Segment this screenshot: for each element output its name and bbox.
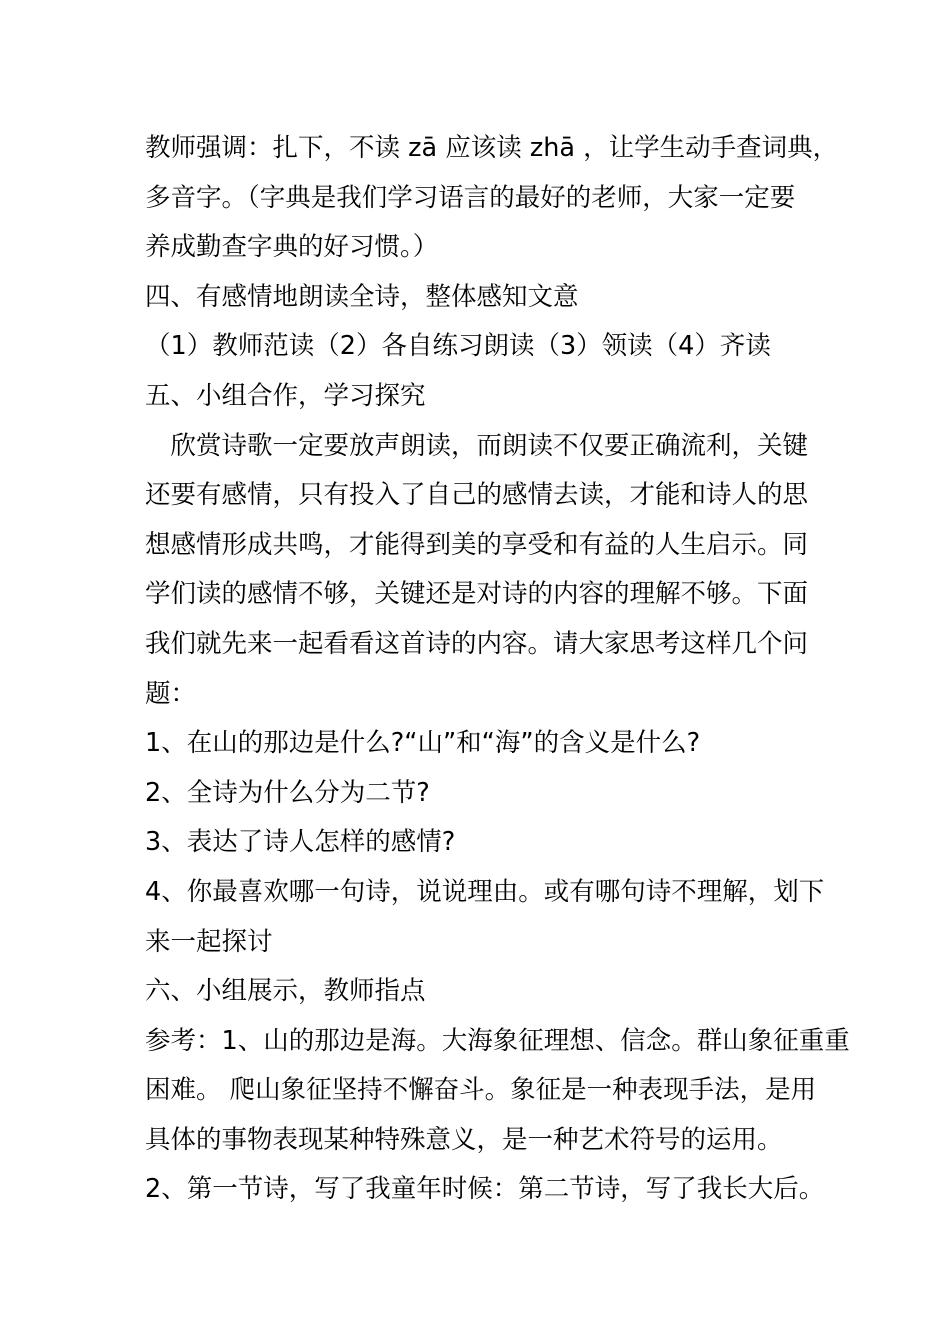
question-4-continued: 来一起探讨 — [145, 926, 273, 957]
question-3: 3、表达了诗人怎样的感情? — [145, 827, 456, 858]
text-line-1: 教师强调：扎下，不读 zā 应该读 zhā ，让学生动手查词典， — [145, 133, 839, 163]
paragraph-line-6: 题： — [145, 678, 197, 709]
question-4: 4、你最喜欢哪一句诗，说说理由。或有哪句诗不理解，划下 — [145, 876, 825, 907]
section-heading-4: 四、有感情地朗读全诗，整体感知文意 — [145, 281, 579, 312]
reference-line-4: 2、第一节诗，写了我童年时候：第二节诗，写了我长大后。 — [145, 1174, 825, 1205]
paragraph-line-3: 想感情形成共鸣，才能得到美的享受和有益的人生启示。同 — [145, 529, 809, 560]
text-line-3: 养成勤查字典的好习惯。） — [145, 232, 439, 263]
section-heading-6: 六、小组展示，教师指点 — [145, 976, 426, 1007]
text-line-2: 多音字。（字典是我们学习语言的最好的老师，大家一定要 — [145, 182, 796, 213]
paragraph-line-4: 学们读的感情不够，关键还是对诗的内容的理解不够。下面 — [145, 579, 809, 610]
section-heading-5: 五、小组合作，学习探究 — [145, 380, 426, 411]
paragraph-line-5: 我们就先来一起看看这首诗的内容。请大家思考这样几个问 — [145, 628, 809, 659]
text-line-5: （1）教师范读（2）各自练习朗读（3）领读（4）齐读 — [145, 331, 771, 362]
question-1: 1、在山的那边是什么?“山”和“海”的含义是什么? — [145, 728, 701, 759]
paragraph-line-2: 还要有感情，只有投入了自己的感情去读，才能和诗人的思 — [145, 480, 809, 511]
paragraph-line-1: 欣赏诗歌一定要放声朗读，而朗读不仅要正确流利，关键 — [145, 430, 809, 461]
reference-line-1: 参考：1、山的那边是海。大海象征理想、信念。群山象征重重 — [145, 1025, 850, 1056]
reference-line-2: 困难。 爬山象征坚持不懈奋斗。象征是一种表现手法，是用 — [145, 1075, 817, 1106]
reference-line-3: 具体的事物表现某种特殊意义，是一种艺术符号的运用。 — [145, 1124, 783, 1155]
document-page — [145, 124, 850, 1215]
question-2: 2、全诗为什么分为二节? — [145, 777, 430, 808]
